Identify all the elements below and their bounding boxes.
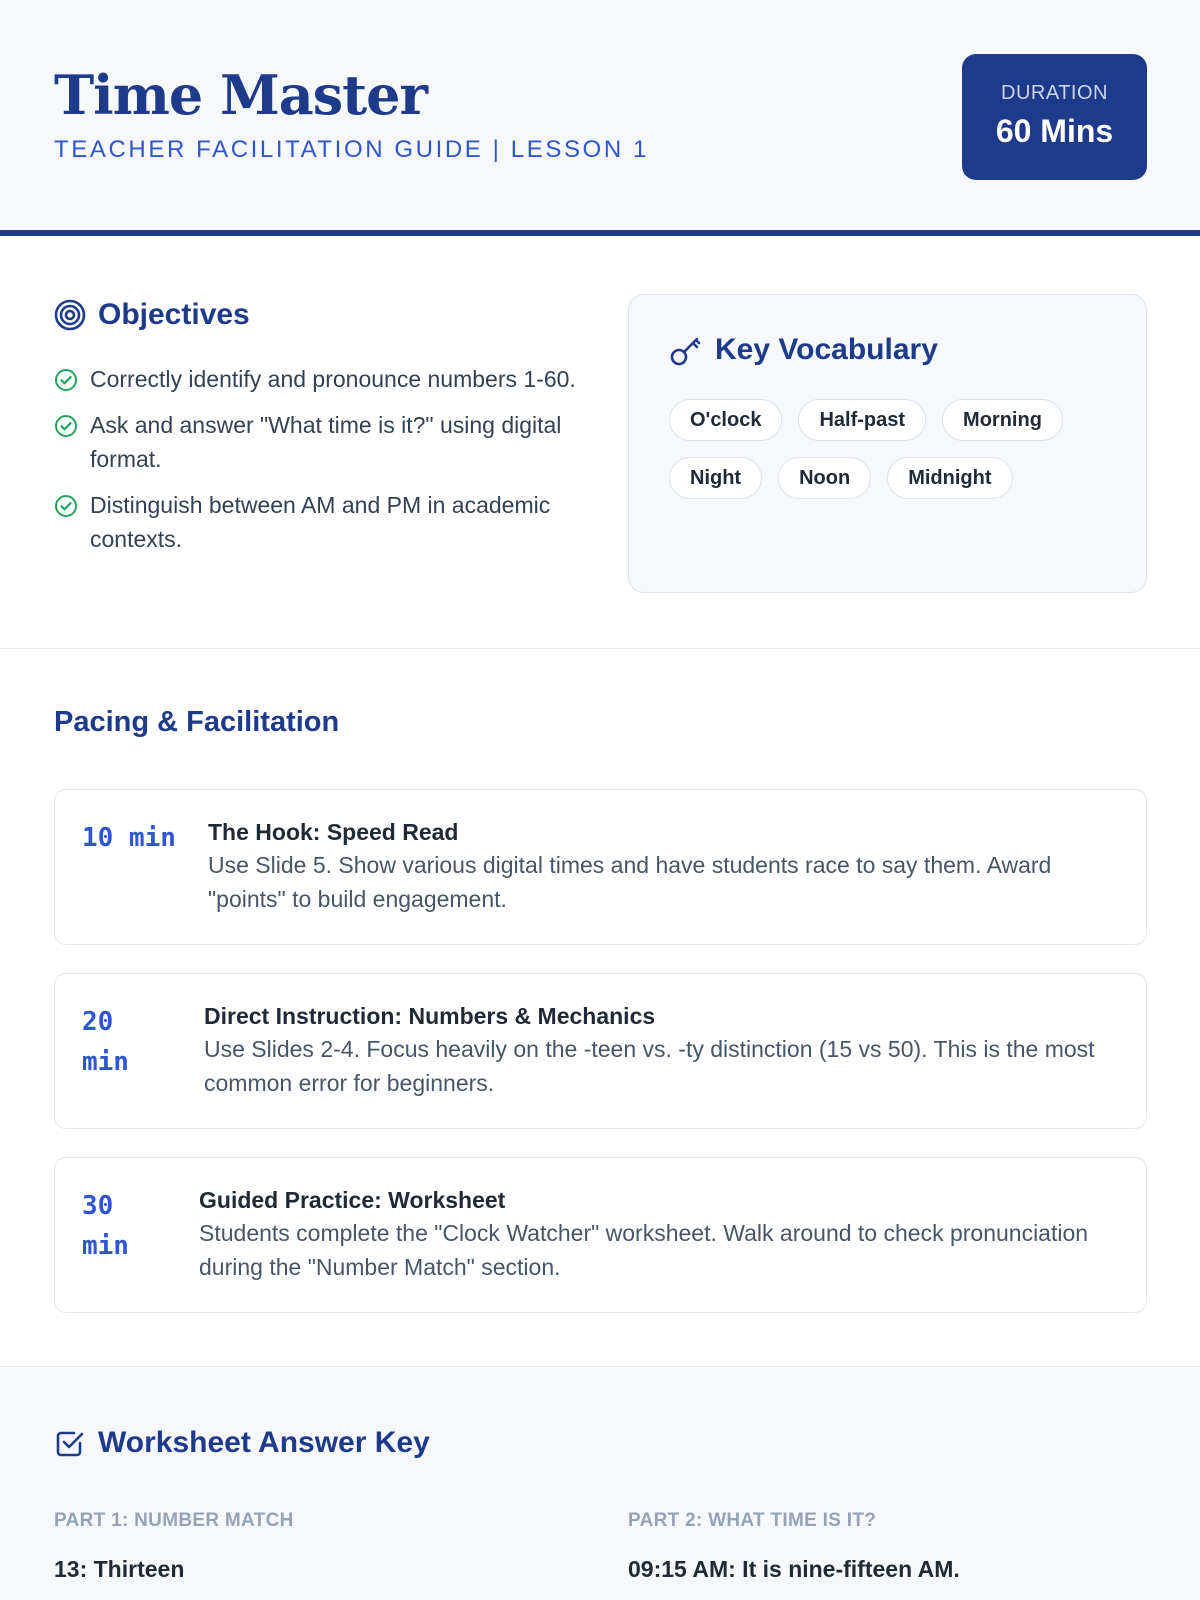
objective-item <box>54 408 584 476</box>
step-title: The Hook: Speed Read <box>208 819 459 845</box>
objectives-section <box>54 298 584 568</box>
duration-badge <box>962 54 1147 180</box>
part2-answer: 09:15 AM: It is nine-fifteen AM. <box>628 1556 960 1582</box>
answer-key-heading-row <box>54 1426 430 1460</box>
duration-value: 60 Mins <box>995 113 1114 149</box>
section-divider <box>0 648 1200 649</box>
objective-text: Correctly identify and pronounce numbers 1-60. <box>90 366 576 392</box>
vocab-chip: Half-past <box>798 399 926 441</box>
step-duration: 20 min <box>82 1007 129 1077</box>
objective-text: Ask and answer "What time is it?" using digital format. <box>90 412 562 472</box>
page-subtitle: TEACHER FACILITATION GUIDE | LESSON 1 <box>54 136 649 163</box>
check-circle-icon <box>54 368 78 396</box>
step-description: Students complete the "Clock Watcher" worksheet. Walk around to check pronunciation during the "Number Match" section. <box>199 1220 1089 1280</box>
vocab-chip: O'clock <box>669 399 782 441</box>
check-circle-icon <box>54 414 78 476</box>
vocabulary-heading: Key Vocabulary <box>715 333 938 366</box>
answer-key-heading: Worksheet Answer Key <box>98 1426 430 1459</box>
step-title: Guided Practice: Worksheet <box>199 1187 506 1213</box>
part1-answer: 13: Thirteen <box>54 1556 185 1582</box>
vocab-chip: Noon <box>778 457 871 499</box>
target-icon <box>54 299 86 331</box>
page-header <box>0 0 1200 236</box>
vocabulary-heading-row <box>669 333 1106 367</box>
step-description: Use Slides 2-4. Focus heavily on the -teen vs. -ty distinction (15 vs 50). This is the most common error for beginners. <box>204 1036 1095 1096</box>
vocab-chip: Morning <box>942 399 1063 441</box>
step-title: Direct Instruction: Numbers & Mechanics <box>204 1003 656 1029</box>
key-icon <box>669 333 703 367</box>
vocabulary-chips <box>669 399 1089 499</box>
check-circle-icon <box>54 494 78 556</box>
part2-label: PART 2: WHAT TIME IS IT? <box>628 1510 877 1531</box>
step-body <box>208 816 1116 916</box>
pacing-step-card <box>54 1157 1147 1313</box>
step-body <box>204 1000 1116 1100</box>
vocab-chip: Night <box>669 457 762 499</box>
objectives-heading-row <box>54 298 584 332</box>
vocab-chip: Midnight <box>887 457 1012 499</box>
objectives-heading: Objectives <box>98 298 250 331</box>
objective-item <box>54 362 584 396</box>
page-title: Time Master <box>54 63 427 127</box>
part1-label: PART 1: NUMBER MATCH <box>54 1510 294 1531</box>
pacing-step-card <box>54 789 1147 945</box>
pacing-step-card <box>54 973 1147 1129</box>
pacing-heading: Pacing & Facilitation <box>54 706 340 738</box>
step-body <box>199 1184 1116 1284</box>
step-duration: 10 min <box>82 823 176 853</box>
step-duration: 30 min <box>82 1191 129 1261</box>
objective-item <box>54 488 584 556</box>
objective-text: Distinguish between AM and PM in academic contexts. <box>90 492 551 552</box>
key-vocabulary-card <box>628 294 1147 593</box>
checkbox-icon <box>54 1427 86 1459</box>
duration-label: DURATION <box>1001 82 1108 104</box>
objectives-list <box>54 362 584 556</box>
step-description: Use Slide 5. Show various digital times and have students race to say them. Award "points" to build engagement. <box>208 852 1052 912</box>
